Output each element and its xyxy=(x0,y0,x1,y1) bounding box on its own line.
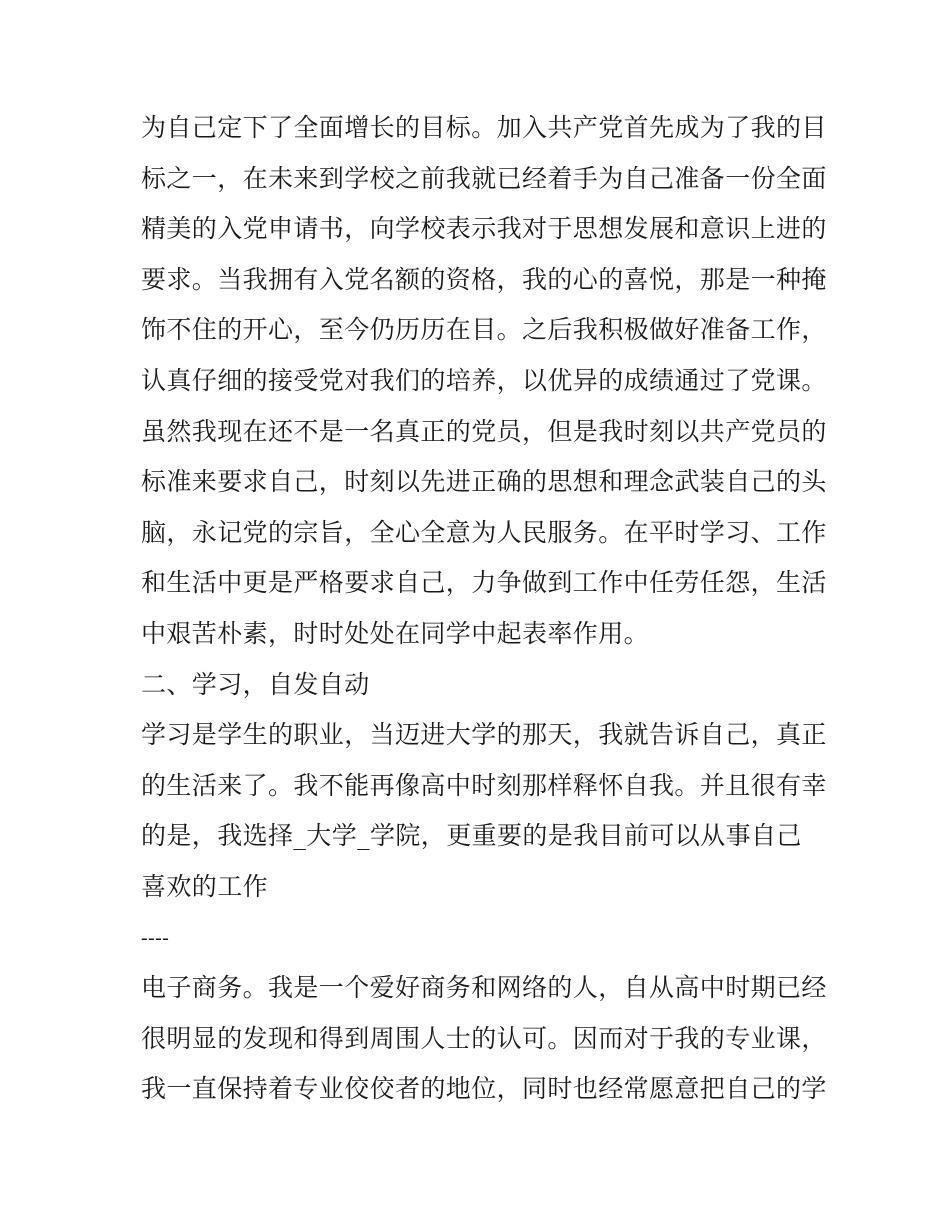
paragraph-line: 的是，我选择_大学_学院，更重要的是我目前可以从事自己 xyxy=(141,821,802,851)
paragraph-line: 的生活来了。我不能再像高中时刻那样释怀自我。并且很有幸 xyxy=(141,770,827,800)
paragraph-line: 学习是学生的职业，当迈进大学的那天，我就告诉自己，真正 xyxy=(141,720,827,750)
paragraph-line: 精美的入党申请书，向学校表示我对于思想发展和意识上进的 xyxy=(141,214,827,244)
paragraph-line: 标之一，在未来到学校之前我就已经着手为自己准备一份全面 xyxy=(141,163,827,193)
paragraph-line: 为自己定下了全面增长的目标。加入共产党首先成为了我的目 xyxy=(141,113,827,142)
paragraph-line: 电子商务。我是一个爱好商务和网络的人，自从高中时期已经 xyxy=(141,973,827,1003)
separator-line: ---- xyxy=(141,926,170,949)
section-heading: 二、学习，自发自动 xyxy=(141,669,370,699)
paragraph-line: 认真仔细的接受党对我们的培养，以优异的成绩通过了党课。 xyxy=(141,365,827,395)
paragraph-line: 标准来要求自己，时刻以先进正确的思想和理念武装自己的头 xyxy=(141,467,827,497)
paragraph-line: 饰不住的开心，至今仍历历在目。之后我积极做好准备工作， xyxy=(141,315,827,345)
document-body xyxy=(141,103,827,1115)
paragraph-line: 喜欢的工作 xyxy=(141,871,269,901)
paragraph-line: 要求。当我拥有入党名额的资格，我的心的喜悦，那是一种掩 xyxy=(141,264,827,294)
paragraph-line: 脑，永记党的宗旨，全心全意为人民服务。在平时学习、工作 xyxy=(141,517,827,547)
paragraph-line: 虽然我现在还不是一名真正的党员，但是我时刻以共产党员的 xyxy=(141,416,827,446)
paragraph-line: 中艰苦朴素，时时处处在同学中起表率作用。 xyxy=(141,618,650,648)
paragraph-line: 我一直保持着专业佼佼者的地位，同时也经常愿意把自己的学 xyxy=(141,1074,827,1104)
paragraph-line: 很明显的发现和得到周围人士的认可。因而对于我的专业课， xyxy=(141,1023,827,1053)
paragraph-line: 和生活中更是严格要求自己，力争做到工作中任劳任怨，生活 xyxy=(141,568,827,598)
